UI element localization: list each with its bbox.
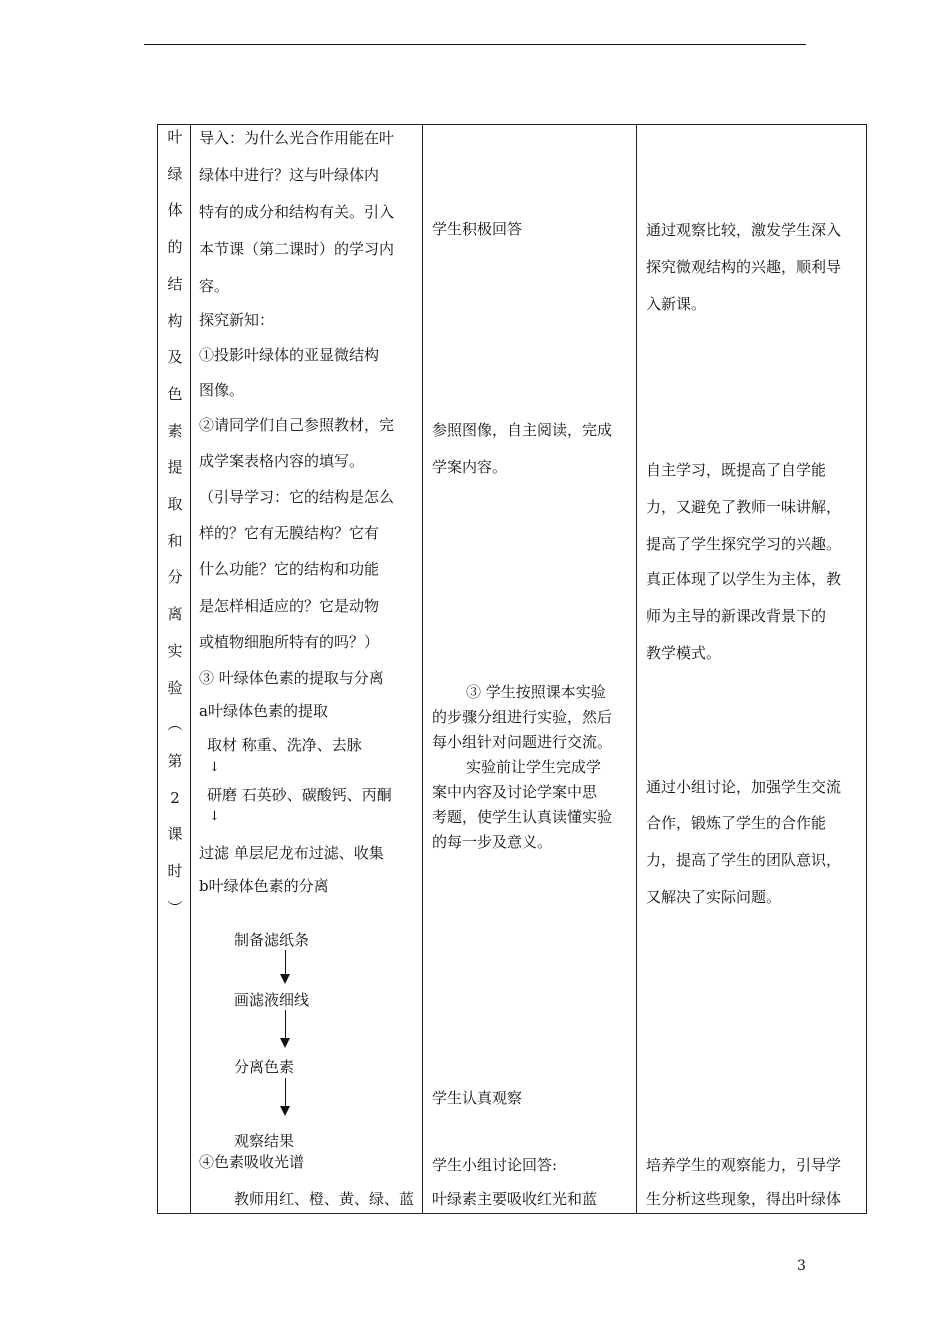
- title-char: 取: [167, 495, 183, 513]
- text-line: ①投影叶绿体的亚显微结构: [199, 346, 380, 364]
- text-line: 过滤 单层尼龙布过滤、收集: [199, 844, 384, 862]
- text-line: b叶绿体色素的分离: [199, 877, 329, 895]
- text-line: ③ 叶绿体色素的提取与分离: [199, 669, 384, 687]
- text-line: 学生小组讨论回答:: [432, 1156, 558, 1174]
- title-char: 及: [167, 348, 183, 366]
- text-line: 本节课（第二课时）的学习内: [199, 240, 395, 258]
- text-line: 容。: [199, 277, 230, 295]
- text-line: （引导学习：它的结构是怎么: [199, 488, 395, 506]
- title-char: 课: [167, 825, 183, 843]
- title-char: 素: [167, 422, 183, 440]
- flow-step: 分离色素: [234, 1058, 295, 1076]
- text-line: 通过小组讨论，加强学生交流: [646, 778, 842, 796]
- text-line: a叶绿体色素的提取: [199, 702, 328, 720]
- text-line: 学生积极回答: [432, 220, 523, 238]
- header-rule: [144, 44, 806, 45]
- text-line: ③ 学生按照课本实验: [466, 683, 606, 701]
- title-char: 分: [167, 568, 183, 586]
- text-line: 绿体中进行？这与叶绿体内: [199, 166, 380, 184]
- column-divider: [636, 125, 637, 1213]
- title-char: 离: [167, 605, 183, 623]
- title-char: 2: [170, 789, 180, 807]
- text-line: 学案内容。: [432, 458, 508, 476]
- text-line: 导入：为什么光合作用能在叶: [199, 129, 395, 147]
- title-char: 色: [167, 385, 183, 403]
- text-line: 考题，使学生认真读懂实验: [432, 808, 613, 826]
- column-divider: [422, 125, 423, 1213]
- text-line: 力，提高了学生的团队意识，: [646, 851, 842, 869]
- flow-step: 制备滤纸条: [234, 931, 310, 949]
- text-line: 通过观察比较，激发学生深入: [646, 221, 842, 239]
- flow-arrow-icon: [285, 1078, 286, 1114]
- text-line: 研磨 石英砂、碳酸钙、丙酮: [207, 786, 392, 804]
- flow-arrow-icon: [285, 1010, 286, 1046]
- text-line: 参照图像，自主阅读，完成: [432, 421, 613, 439]
- title-char: 构: [167, 312, 183, 330]
- title-char: 实: [167, 642, 183, 660]
- text-line: 教师用红、橙、黄、绿、蓝: [234, 1190, 415, 1208]
- text-line: ②请同学们自己参照教材，完: [199, 416, 395, 434]
- text-line: 生分析这些现象，得出叶绿体: [646, 1190, 842, 1208]
- title-char: 结: [167, 275, 183, 293]
- text-line: 是怎样相适应的？它是动物: [199, 597, 380, 615]
- text-line: ④色素吸收光谱: [199, 1153, 305, 1171]
- text-line: 的步骤分组进行实验，然后: [432, 708, 613, 726]
- text-line: 的每一步及意义。: [432, 833, 553, 851]
- text-line: 探究新知：: [199, 311, 275, 329]
- page-number: 3: [797, 1258, 806, 1274]
- text-line: 真正体现了以学生为主体，教: [646, 570, 842, 588]
- title-char: 叶: [167, 128, 183, 146]
- text-line: 探究微观结构的兴趣，顺利导: [646, 258, 842, 276]
- down-arrow-icon: ↓: [209, 760, 220, 775]
- title-char: 和: [167, 532, 183, 550]
- title-char: 第: [167, 752, 183, 770]
- flow-step: 画滤液细线: [234, 991, 310, 1009]
- text-line: 师为主导的新课改背景下的: [646, 607, 827, 625]
- title-char: 时: [167, 862, 183, 880]
- title-char: 绿: [167, 165, 183, 183]
- text-line: 合作，锻炼了学生的合作能: [646, 814, 827, 832]
- flow-step: 观察结果: [234, 1132, 295, 1150]
- text-line: 自主学习，既提高了自学能: [646, 461, 827, 479]
- text-line: 入新课。: [646, 295, 707, 313]
- text-line: 案中内容及讨论学案中思: [432, 783, 598, 801]
- title-char: ︶: [167, 899, 183, 917]
- text-line: 叶绿素主要吸收红光和蓝: [432, 1190, 598, 1208]
- title-char: 的: [167, 238, 183, 256]
- title-char: 提: [167, 458, 183, 476]
- text-line: 或植物细胞所特有的吗？）: [199, 633, 380, 651]
- text-line: 成学案表格内容的填写。: [199, 452, 365, 470]
- text-line: 取材 称重、洗净、去脉: [207, 736, 362, 754]
- column-divider: [190, 125, 191, 1213]
- flow-arrow-icon: [285, 950, 286, 982]
- title-char: 验: [167, 679, 183, 697]
- text-line: 特有的成分和结构有关。引入: [199, 203, 395, 221]
- text-line: 实验前让学生完成学: [466, 758, 602, 776]
- text-line: 教学模式。: [646, 644, 722, 662]
- down-arrow-icon: ↓: [209, 809, 220, 824]
- title-char: ︵: [167, 715, 183, 733]
- text-line: 提高了学生探究学习的兴趣。: [646, 535, 842, 553]
- text-line: 样的？它有无膜结构？它有: [199, 524, 380, 542]
- text-line: 每小组针对问题进行交流。: [432, 733, 613, 751]
- text-line: 培养学生的观察能力，引导学: [646, 1156, 842, 1174]
- text-line: 力，又避免了教师一味讲解，: [646, 498, 842, 516]
- text-line: 学生认真观察: [432, 1089, 523, 1107]
- title-char: 体: [167, 201, 183, 219]
- text-line: 又解决了实际问题。: [646, 888, 782, 906]
- text-line: 图像。: [199, 381, 245, 399]
- text-line: 什么功能？它的结构和功能: [199, 560, 380, 578]
